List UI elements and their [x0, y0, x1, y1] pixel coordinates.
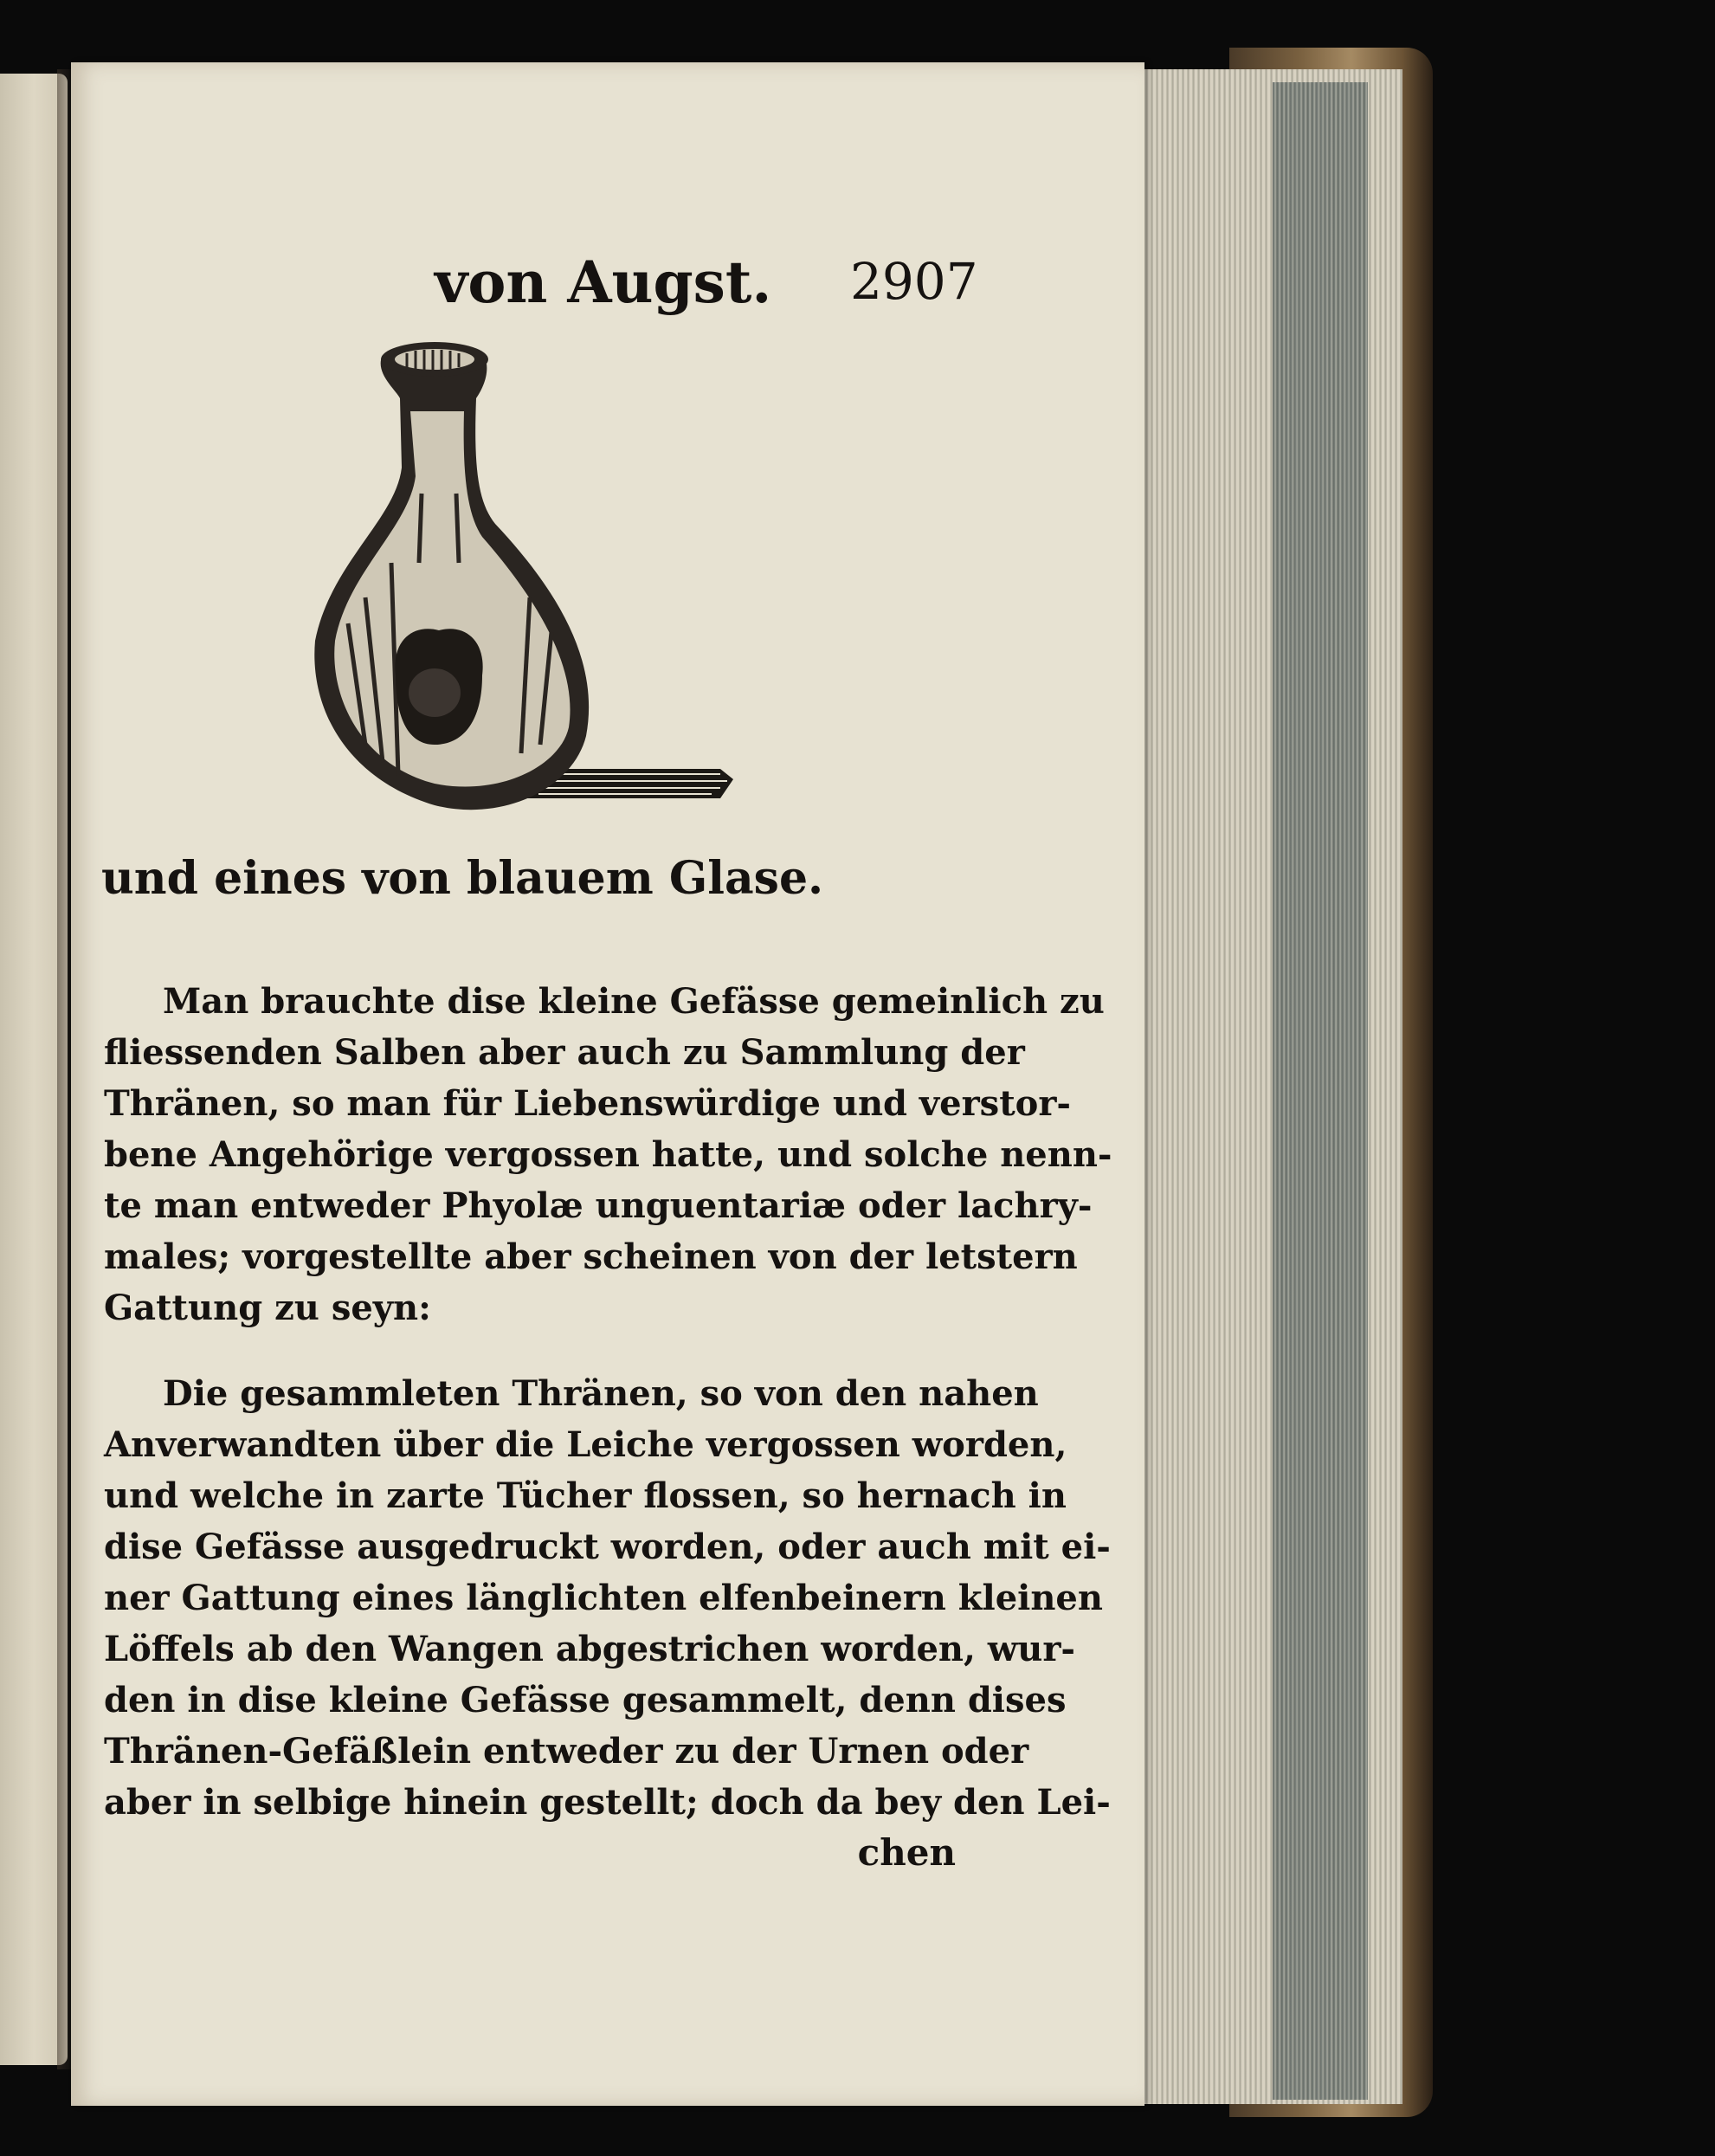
paragraph-line: Anverwandten über die Leiche vergossen worden,: [104, 1424, 1067, 1465]
paragraph-1: [104, 976, 1112, 1333]
paragraph-line: dise Gefässe ausgedruckt worden, oder auch mit ei-: [104, 1527, 1111, 1567]
paragraph-line: Löffels ab den Wangen abgestrichen worden, wur-: [104, 1629, 1076, 1669]
paragraph-line: Man brauchte dise kleine Gefässe gemeinlich zu: [163, 981, 1105, 1022]
page-edges-shade: [1273, 82, 1368, 2100]
paragraph-line: und welche in zarte Tücher flossen, so hernach in: [104, 1475, 1067, 1516]
paragraph-line: fliessenden Salben aber auch zu Sammlung der: [104, 1032, 1025, 1073]
paragraph-line: Gattung zu seyn:: [104, 1288, 431, 1328]
paragraph-line: aber in selbige hinein gestellt; doch da bey den Lei-: [104, 1782, 1111, 1823]
paragraph-line: den in dise kleine Gefässe gesammelt, denn dises: [104, 1680, 1067, 1720]
paragraph-line: males; vorgestellte aber scheinen von der letstern: [104, 1236, 1078, 1277]
book-page: [71, 62, 1144, 2106]
paragraph-line: Die gesammleten Thränen, so von den nahen: [163, 1373, 1039, 1414]
catchword: chen: [857, 1831, 956, 1874]
paragraph-line: bene Angehörige vergossen hatte, und solche nenn-: [104, 1134, 1112, 1175]
figure-caption: und eines von blauem Glase.: [101, 852, 824, 905]
paragraph-line: te man entweder Phyolæ unguentariæ oder lachry-: [104, 1185, 1093, 1226]
paragraph-line: Thränen-Gefäßlein entweder zu der Urnen oder: [104, 1731, 1029, 1772]
paragraph-2: [104, 1368, 1111, 1828]
page-header: [71, 249, 1144, 344]
glass-bottle-icon: [313, 338, 764, 823]
running-head: von Augst.: [435, 249, 772, 316]
page-number: 2907: [850, 252, 978, 311]
paragraph-line: ner Gattung eines länglichten elfenbeinern kleinen: [104, 1578, 1103, 1618]
paragraph-line: Thränen, so man für Liebenswürdige und verstor-: [104, 1083, 1072, 1124]
